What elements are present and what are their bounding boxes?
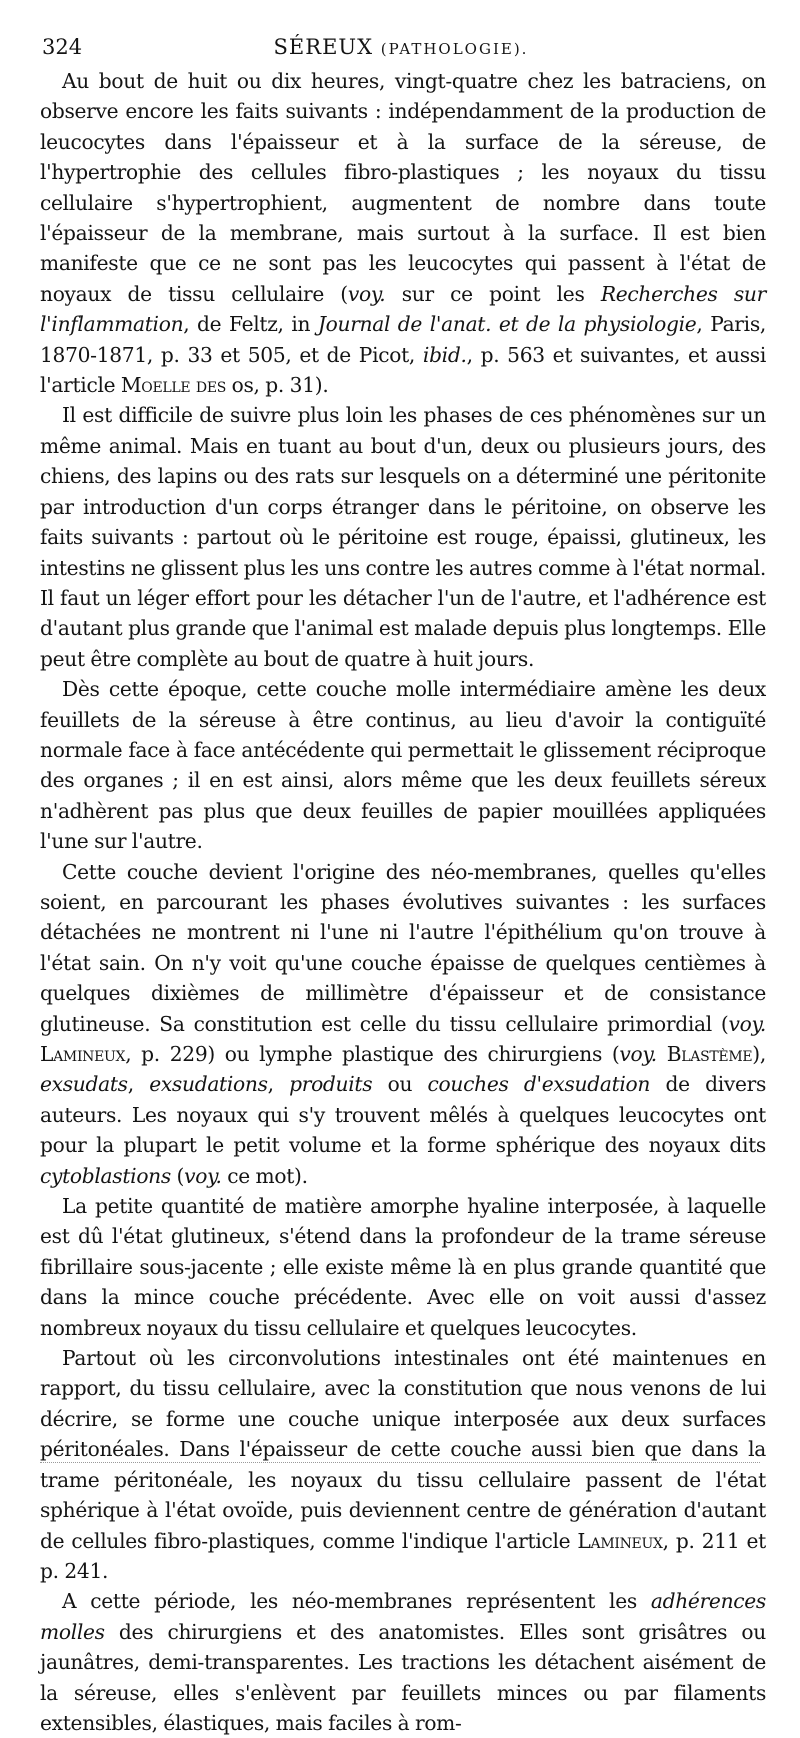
- small-caps-run: Moelle des: [120, 373, 227, 398]
- italic-run: exsudations: [149, 1072, 268, 1097]
- text-run: ),: [752, 1042, 766, 1066]
- italic-run: voy.: [619, 1042, 657, 1066]
- running-title-main: SÉREUX: [273, 35, 374, 59]
- italic-run: cytoblastions: [40, 1163, 171, 1188]
- italic-run: exsudats: [40, 1072, 128, 1097]
- italic-run: adhérences molles: [40, 1589, 766, 1644]
- text-run: sur ce point les: [385, 281, 601, 306]
- text-run: os, p. 31).: [226, 373, 329, 398]
- text-run: Il est difficile de suivre plus loin les phases de ces phénomènes sur un même animal. Mais en tuant au bout d'un, deux ou plusieurs jours, des chiens, des lapins ou des rats sur lesquels on a déterminé une péritonite par introduction d'un corps étranger dans le péritoine, on observe les faits suivants : partout où le péritoine est rouge, épaissi, glutineux, les intestins ne glissent plus les uns contre les autres comme à l'état normal. Il faut un léger effort pour les détacher l'un de l'autre, et l'adhérence est d'autant plus grande que l'animal est malade depuis plus longtemps. Elle peut être complète au bout de quatre à huit jours.: [40, 403, 766, 671]
- running-title: [42, 30, 760, 66]
- text-run: (: [170, 1163, 185, 1188]
- paragraph: [40, 1191, 766, 1343]
- paragraph: [40, 674, 766, 856]
- text-run: de divers auteurs. Les noyaux qui s'y trouvent mêlés à quelques leucocytes ont pour la plupart le petit volume et la forme sphérique des noyaux dits: [40, 1072, 767, 1158]
- text-run: ou: [372, 1072, 428, 1097]
- paragraph: [40, 400, 766, 674]
- italic-run: Journal de l'anat. et de la physiologie: [317, 312, 697, 337]
- text-run: [657, 1042, 667, 1066]
- body-text: [40, 66, 766, 1738]
- text-run: A cette période, les néo-membranes représentent les: [62, 1589, 651, 1614]
- text-run: ce mot).: [221, 1163, 308, 1188]
- text-run: Au bout de huit ou dix heures, vingt-quatre chez les batraciens, on observe encore les faits suivants : indépendamment de la production de leucocytes dans l'épaisseur et à la surface de la séreuse, de l'hypertrophie des cellules fibro-plastiques ; les noyaux du tissu cellulaire s'hypertrophient, augmentent de nombre dans toute l'épaisseur de la membrane, mais surtout à la surface. Il est bien manifeste que ce ne sont pas les leucocytes qui passent à l'état de noyaux de tissu cellulaire (: [40, 69, 766, 306]
- text-run: des chirurgiens et des anatomistes. Elles sont grisâtres ou jaunâtres, demi-transparentes. Les tractions les détachent aisément de la séreuse, elles s'enlèvent par feuillets minces ou par filaments extensibles, élastiques, mais faciles à rom-: [40, 1619, 766, 1735]
- text-run: , p. 211 et p. 241.: [40, 1528, 766, 1583]
- paragraph: [40, 1586, 766, 1738]
- text-run: ,: [127, 1072, 150, 1097]
- italic-run: voy.: [347, 281, 386, 306]
- running-head: [42, 30, 760, 64]
- small-caps-run: Lamineux: [577, 1528, 663, 1553]
- text-run: ,: [267, 1072, 290, 1097]
- text-run: , Paris, 1870-1871, p. 33 et 505, et de Picot,: [40, 312, 766, 367]
- italic-run: Recherches sur l'inflammation: [40, 281, 766, 337]
- page-bottom-rule: [40, 1462, 760, 1463]
- italic-run: voy.: [728, 1011, 766, 1036]
- text-run: Dès cette époque, cette couche molle intermédiaire amène les deux feuillets de la séreuse à être continus, au lieu d'avoir la contiguïté normale face à face antécédente qui permettait le glissement réciproque des organes ; il en est ainsi, alors même que les deux feuillets séreux n'adhèrent pas plus que deux feuilles de papier mouillées appliquées l'une sur l'autre.: [40, 677, 766, 854]
- small-caps-run: Lamineux: [40, 1042, 126, 1066]
- italic-run: voy.: [184, 1163, 222, 1188]
- italic-run: couches d'exsudation: [427, 1072, 651, 1097]
- text-run: La petite quantité de matière amorphe hyaline interposée, à laquelle est dû l'état glutineux, s'étend dans la profondeur de la trame séreuse fibrillaire sous-jacente ; elle existe même là en plus grande quantité que dans la mince couche précédente. Avec elle on voit aussi d'assez nombreux noyaux du tissu cellulaire et quelques leucocytes.: [40, 1194, 766, 1340]
- running-title-section: (PATHOLOGIE).: [380, 40, 529, 58]
- paragraph: [40, 1343, 766, 1586]
- text-run: , de Feltz, in: [183, 312, 318, 337]
- text-run: Cette couche devient l'origine des néo-membranes, quelles qu'elles soient, en parcourant les phases évolutives suivantes : les surfaces détachées ne montrent ni l'une ni l'autre l'épithélium qu'on trouve à l'état sain. On n'y voit qu'une couche épaisse de quelques centièmes à quelques dixièmes de millimètre d'épaisseur et de consistance glutineuse. Sa constitution est celle du tissu cellulaire primordial (: [40, 859, 766, 1036]
- text-run: Partout où les circonvolutions intestinales ont été maintenues en rapport, du tissu cellulaire, avec la constitution que nous venons de lui décrire, se forme une couche unique interposée aux deux surfaces péritonéales. Dans l'épaisseur de cette couche aussi bien que dans la trame péritonéale, les noyaux du tissu cellulaire passent de l'état sphérique à l'état ovoïde, puis deviennent centre de génération d'autant de cellules fibro-plastiques, comme l'indique l'article: [40, 1346, 766, 1553]
- text-run: , p. 229) ou lymphe plastique des chirurgiens (: [125, 1042, 620, 1066]
- small-caps-run: Blastème: [666, 1042, 753, 1066]
- paragraph: [40, 66, 766, 400]
- italic-run: ibid.: [422, 342, 467, 367]
- italic-run: produits: [289, 1072, 373, 1097]
- text-run: , p. 563 et suivantes, et aussi l'article: [40, 342, 766, 398]
- paragraph: [40, 857, 766, 1191]
- page-number: 324: [42, 35, 83, 59]
